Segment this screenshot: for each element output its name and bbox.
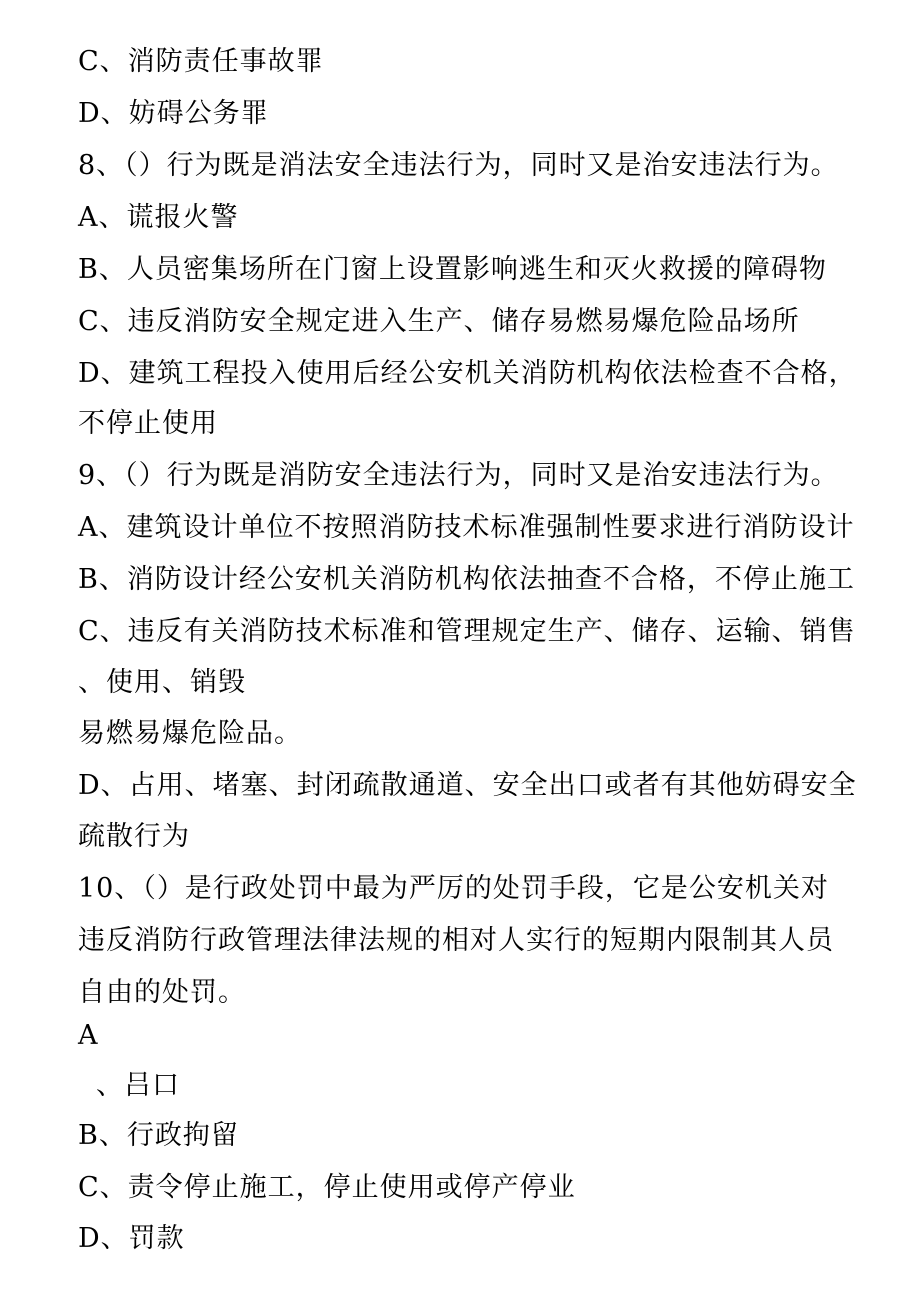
question-8-stem: 8、（）行为既是消法安全违法行为，同时又是治安违法行为。 bbox=[78, 150, 839, 181]
q8-option-a: A、谎报火警 bbox=[78, 202, 239, 233]
option-c-line: C、消防责任事故罪 bbox=[78, 46, 324, 77]
q9-option-c-end: 易燃易爆危险品。 bbox=[78, 718, 302, 749]
q10-option-a-letter: A bbox=[78, 1020, 99, 1051]
question-10-stem-line3: 自由的处罚。 bbox=[78, 977, 246, 1008]
q9-option-b: B、消防设计经公安机关消防机构依法抽查不合格，不停止施工 bbox=[78, 564, 855, 595]
q8-option-b: B、人员密集场所在门窗上设置影响逃生和灭火救援的障碍物 bbox=[78, 254, 827, 285]
q9-option-c-continued: 、使用、销毁 bbox=[78, 667, 246, 698]
q10-option-a-text: 、吕口 bbox=[96, 1070, 180, 1101]
q9-option-d: D、占用、堵塞、封闭疏散通道、安全出口或者有其他妨碍安全 bbox=[78, 770, 857, 801]
q9-option-a: A、建筑设计单位不按照消防技术标准强制性要求进行消防设计 bbox=[78, 512, 855, 543]
question-10-stem: 10、（）是行政处罚中最为严厉的处罚手段，它是公安机关对 bbox=[78, 873, 829, 904]
q8-option-c: C、违反消防安全规定进入生产、储存易燃易爆危险品场所 bbox=[78, 306, 800, 337]
q10-option-c: C、责令停止施工，停止使用或停产停业 bbox=[78, 1172, 576, 1203]
question-10-stem-line2: 违反消防行政管理法律法规的相对人实行的短期内限制其人员 bbox=[78, 925, 834, 956]
q9-option-d-continued: 疏散行为 bbox=[78, 821, 190, 852]
q8-option-d-continued: 不停止使用 bbox=[78, 408, 218, 439]
option-d-line: D、妨碍公务罪 bbox=[78, 98, 269, 129]
q10-option-b: B、行政拘留 bbox=[78, 1120, 239, 1151]
q8-option-d: D、建筑工程投入使用后经公安机关消防机构依法检查不合格， bbox=[78, 358, 857, 389]
question-9-stem: 9、（）行为既是消防安全违法行为，同时又是治安违法行为。 bbox=[78, 460, 839, 491]
q9-option-c: C、违反有关消防技术标准和管理规定生产、储存、运输、销售 bbox=[78, 616, 856, 647]
q10-option-d: D、罚款 bbox=[78, 1223, 185, 1254]
